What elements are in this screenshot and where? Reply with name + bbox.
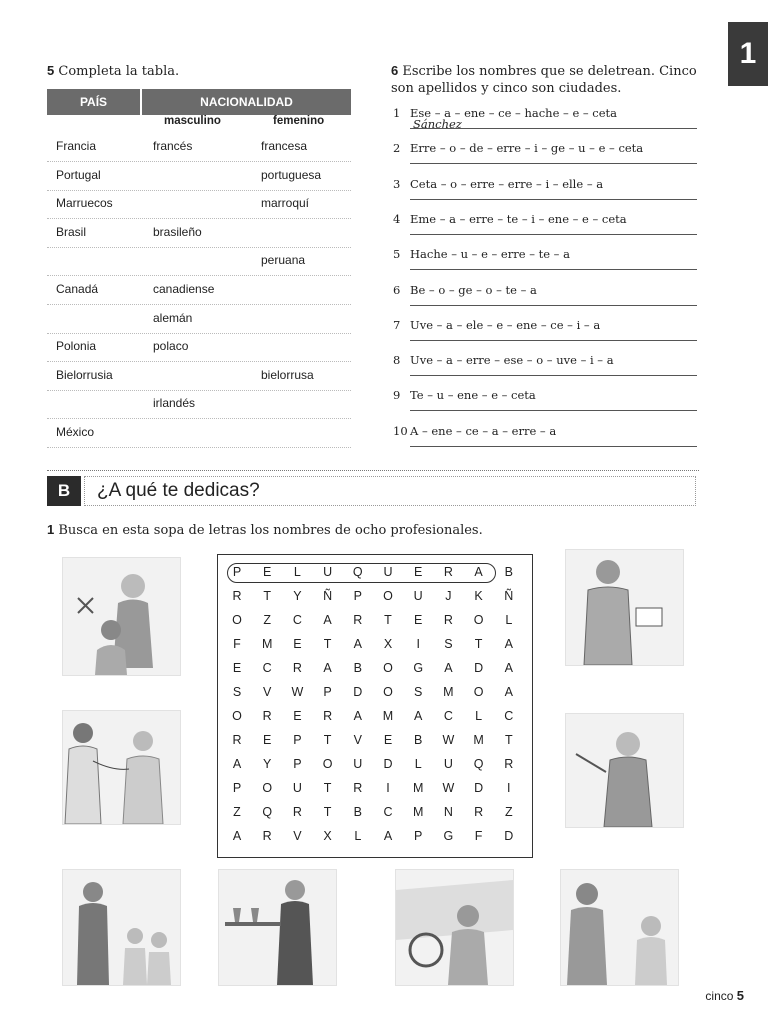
spelling-item	[393, 388, 697, 423]
grid-letter[interactable]: P	[353, 589, 362, 603]
spelled-word: Ese – a – ene – ce – hache – e – ceta	[410, 106, 618, 120]
grid-letter[interactable]: A	[444, 661, 453, 675]
answer-text: Sánchez	[413, 117, 462, 131]
grid-letter[interactable]: D	[353, 685, 363, 699]
spelled-word: Be – o – ge – o – te – a	[410, 282, 537, 297]
grid-letter[interactable]: T	[323, 805, 332, 819]
spelled-word: Uve – a – erre – ese – o – uve – i – a	[410, 353, 614, 368]
grid-letter[interactable]: A	[232, 829, 242, 843]
answer-line[interactable]	[410, 234, 697, 235]
grid-letter[interactable]: O	[383, 589, 393, 603]
exercise-number: 5	[47, 63, 55, 78]
grid-letter[interactable]: V	[263, 685, 272, 699]
grid-letter[interactable]: C	[292, 613, 302, 627]
exercise-instruction: Escribe los nombres que se deletrean. Cinco son apellidos y cinco son ciudades.	[391, 64, 697, 96]
grid-letter[interactable]: Q	[473, 757, 484, 771]
grid-letter[interactable]: R	[232, 589, 242, 603]
masculine-cell: polaco	[153, 339, 189, 354]
grid-letter[interactable]: P	[232, 565, 242, 579]
grid-letter[interactable]: P	[232, 781, 242, 795]
grid-letter[interactable]: U	[323, 565, 333, 579]
postman-illustration	[565, 549, 684, 666]
grid-letter[interactable]: T	[384, 613, 392, 627]
grid-letter[interactable]: T	[263, 589, 271, 603]
table-row	[47, 133, 351, 162]
grid-letter[interactable]: U	[353, 757, 363, 771]
grid-letter[interactable]: O	[383, 661, 393, 675]
item-number: 10	[393, 423, 408, 438]
spelled-word: Ceta – o – erre – erre – i – elle – a	[410, 176, 604, 191]
grid-letter[interactable]: M	[443, 685, 454, 699]
answer-line[interactable]	[410, 269, 697, 270]
country-cell: Polonia	[56, 339, 97, 354]
country-cell: México	[56, 425, 95, 439]
grid-letter[interactable]: M	[412, 781, 424, 795]
grid-letter[interactable]: P	[323, 685, 332, 699]
grid-letter[interactable]: O	[232, 709, 242, 723]
grid-letter[interactable]: R	[232, 733, 242, 747]
grid-letter[interactable]: B	[353, 661, 362, 675]
grid-letter[interactable]: O	[262, 781, 273, 795]
spelling-item	[393, 283, 697, 318]
exercise-instruction: Completa la tabla.	[58, 64, 180, 79]
country-cell: Francia	[56, 139, 97, 153]
grid-letter[interactable]: E	[263, 733, 272, 747]
table-row	[47, 190, 351, 219]
grid-letter[interactable]: G	[413, 661, 424, 675]
grid-letter[interactable]: P	[293, 733, 302, 747]
grid-letter[interactable]: Ñ	[504, 589, 514, 603]
grid-letter[interactable]: P	[293, 757, 302, 771]
grid-letter[interactable]: W	[291, 685, 304, 699]
grid-letter[interactable]: D	[383, 757, 393, 771]
item-number: 4	[393, 211, 401, 226]
feminine-cell: bielorrusa	[261, 367, 314, 382]
grid-letter[interactable]: X	[323, 829, 332, 843]
exercise-number: 1	[47, 522, 55, 537]
spelling-item	[393, 247, 697, 282]
grid-letter[interactable]: U	[292, 781, 302, 795]
grid-letter[interactable]: O	[473, 613, 484, 627]
exercise-number: 6	[391, 63, 399, 78]
feminine-cell: marroquí	[261, 196, 310, 211]
spelled-word: Uve – a – ele – e – ene – ce – i – a	[410, 317, 601, 332]
spelled-word: Eme – a – erre – te – i – ene – e – ceta	[410, 211, 627, 226]
grid-letter[interactable]: T	[504, 733, 513, 747]
taxi-driver-illustration	[395, 869, 514, 986]
spelling-item	[393, 141, 697, 176]
grid-letter[interactable]: E	[383, 733, 393, 747]
grid-letter[interactable]: A	[353, 709, 362, 723]
item-number: 3	[393, 176, 401, 191]
grid-letter[interactable]: C	[262, 661, 272, 675]
item-number: 9	[393, 388, 401, 403]
grid-letter[interactable]: A	[504, 661, 513, 675]
masculine-cell: brasileño	[153, 224, 202, 239]
actor-illustration	[565, 713, 684, 828]
grid-letter[interactable]: R	[443, 565, 453, 579]
grid-letter[interactable]: A	[504, 637, 513, 651]
grid-letter[interactable]: A	[474, 565, 483, 579]
grid-letter[interactable]: U	[443, 757, 453, 771]
grid-letter[interactable]: M	[412, 805, 424, 819]
table-row	[47, 276, 351, 305]
spelling-item	[393, 353, 697, 388]
page-number: 5	[736, 988, 744, 1003]
grid-letter[interactable]: L	[475, 709, 483, 723]
grid-letter[interactable]: R	[353, 781, 363, 795]
grid-letter[interactable]: A	[323, 613, 332, 627]
grid-letter[interactable]: B	[504, 565, 513, 579]
grid-letter[interactable]: E	[293, 637, 302, 651]
section-divider	[47, 470, 699, 471]
grid-letter[interactable]: L	[354, 829, 362, 843]
grid-letter[interactable]: O	[232, 613, 242, 627]
table-row	[47, 247, 351, 276]
grid-letter[interactable]: R	[262, 709, 272, 723]
grid-letter[interactable]: J	[445, 589, 452, 603]
grid-letter[interactable]: L	[414, 757, 422, 771]
item-number: 1	[393, 106, 401, 120]
grid-letter[interactable]: L	[293, 565, 301, 579]
grid-letter[interactable]: G	[443, 829, 454, 843]
table-row	[47, 390, 351, 419]
grid-letter[interactable]: U	[383, 565, 393, 579]
section-title: ¿A qué te dedicas?	[97, 480, 260, 501]
page-word: cinco	[705, 989, 734, 1003]
grid-letter[interactable]: A	[353, 637, 362, 651]
grid-letter[interactable]: M	[473, 733, 484, 747]
feminine-cell: peruana	[261, 253, 306, 268]
masculine-cell: alemán	[153, 310, 193, 325]
exercise-6-title	[391, 62, 701, 97]
spelled-word: Erre – o – de – erre – i – ge – u – e – ceta	[410, 141, 644, 156]
header-country: PAÍS	[47, 89, 140, 115]
waitress-illustration	[218, 869, 337, 986]
grid-letter[interactable]: V	[353, 733, 362, 747]
grid-letter[interactable]: W	[442, 781, 455, 795]
grid-letter[interactable]: X	[383, 637, 393, 651]
grid-letter[interactable]: R	[353, 613, 363, 627]
answer-line[interactable]	[410, 375, 697, 376]
country-cell: Marruecos	[56, 196, 113, 211]
table-row	[47, 219, 351, 248]
doctor-illustration	[62, 710, 181, 825]
grid-letter[interactable]: W	[442, 733, 455, 747]
grid-letter[interactable]: P	[414, 829, 423, 843]
grid-letter[interactable]: T	[323, 781, 332, 795]
item-number: 7	[393, 317, 401, 332]
grid-letter[interactable]: O	[322, 757, 333, 771]
table-row	[47, 162, 351, 191]
grid-letter[interactable]: T	[474, 637, 483, 651]
masculine-cell: canadiense	[153, 282, 215, 296]
table-row	[47, 333, 351, 362]
grid-letter[interactable]: I	[416, 637, 420, 651]
grid-letter[interactable]: R	[292, 661, 302, 675]
answer-line[interactable]	[410, 340, 697, 341]
grid-letter[interactable]: D	[474, 661, 484, 675]
grid-letter[interactable]: R	[504, 757, 514, 771]
spelling-item	[393, 424, 697, 459]
country-cell: Bielorrusia	[56, 367, 113, 382]
word-circle	[227, 563, 496, 583]
grid-letter[interactable]: A	[414, 709, 423, 723]
exercise-b1-title	[47, 522, 483, 538]
grid-letter[interactable]: Q	[262, 805, 273, 819]
unit-tab: 1	[728, 22, 768, 86]
header-nationality: NACIONALIDAD	[142, 89, 351, 115]
masculine-cell: francés	[153, 139, 193, 153]
grid-letter[interactable]: F	[474, 829, 483, 843]
answer-line[interactable]	[410, 410, 697, 411]
grid-letter[interactable]: E	[414, 565, 423, 579]
spelling-item	[393, 177, 697, 212]
answer-line[interactable]	[410, 305, 697, 306]
word-search-grid	[217, 554, 533, 858]
header-feminine: femenino	[273, 115, 325, 127]
grid-letter[interactable]: C	[504, 709, 514, 723]
hairdresser-illustration	[62, 557, 181, 676]
country-cell: Portugal	[56, 167, 101, 182]
spelled-word: Hache – u – e – erre – te – a	[410, 247, 570, 262]
grid-letter[interactable]: N	[443, 805, 453, 819]
grid-letter[interactable]: Ñ	[323, 589, 333, 603]
grid-letter[interactable]: R	[292, 805, 302, 819]
grid-letter[interactable]: Y	[293, 589, 302, 603]
exercise-instruction: Busca en esta sopa de letras los nombres de ocho profesionales.	[58, 523, 483, 538]
grid-letter[interactable]: R	[323, 709, 333, 723]
grid-letter[interactable]: R	[262, 829, 272, 843]
item-number: 2	[393, 141, 401, 156]
grid-letter[interactable]: S	[232, 685, 242, 699]
grid-letter[interactable]: Z	[233, 805, 241, 819]
grid-letter[interactable]: E	[293, 709, 302, 723]
grid-letter[interactable]: Z	[504, 805, 513, 819]
grid-letter[interactable]: Z	[263, 613, 271, 627]
item-number: 5	[393, 247, 401, 262]
grid-letter[interactable]: A	[323, 661, 332, 675]
grid-letter[interactable]: Y	[263, 757, 272, 771]
grid-letter[interactable]: T	[323, 637, 332, 651]
spelled-word: Te – u – ene – e – ceta	[410, 388, 536, 403]
spelling-item	[393, 106, 697, 141]
grid-letter[interactable]: R	[474, 805, 484, 819]
grid-letter[interactable]: I	[386, 781, 390, 795]
grid-letter[interactable]: D	[474, 781, 484, 795]
grid-letter[interactable]: Q	[352, 565, 363, 579]
grid-letter[interactable]: D	[504, 829, 514, 843]
grid-letter[interactable]: V	[293, 829, 302, 843]
table-header	[47, 89, 351, 133]
country-cell: Canadá	[56, 282, 99, 296]
grid-letter[interactable]: C	[383, 805, 393, 819]
grid-letter[interactable]: I	[507, 781, 511, 795]
grid-letter[interactable]: R	[443, 613, 453, 627]
table-row	[47, 419, 351, 448]
table-row	[47, 305, 351, 334]
grid-letter[interactable]: B	[353, 805, 362, 819]
country-cell: Brasil	[56, 224, 87, 239]
spelling-item	[393, 212, 697, 247]
answer-line[interactable]	[410, 128, 697, 129]
grid-letter[interactable]: S	[414, 685, 423, 699]
grid-letter[interactable]: O	[383, 685, 393, 699]
grid-letter[interactable]: C	[443, 709, 453, 723]
answer-line[interactable]	[410, 446, 697, 447]
grid-letter[interactable]: E	[232, 661, 242, 675]
grid-letter[interactable]: S	[444, 637, 453, 651]
spelled-word: A – ene – ce – a – erre – a	[410, 423, 557, 438]
exercise-5-title	[47, 63, 179, 79]
guide-illustration	[560, 869, 679, 986]
item-number: 6	[393, 282, 401, 297]
spelling-item	[393, 318, 697, 353]
answer-line[interactable]	[410, 163, 697, 164]
header-masculine: masculino	[164, 115, 221, 127]
feminine-cell: francesa	[261, 139, 308, 153]
teacher-illustration	[62, 869, 181, 986]
grid-letter[interactable]: T	[323, 733, 332, 747]
masculine-cell: irlandés	[153, 396, 196, 411]
grid-letter[interactable]: M	[382, 709, 394, 723]
feminine-cell: portuguesa	[261, 167, 322, 182]
grid-letter[interactable]: A	[232, 757, 242, 771]
grid-letter[interactable]: E	[263, 565, 272, 579]
table-row	[47, 362, 351, 391]
item-number: 8	[393, 353, 401, 368]
grid-letter[interactable]: M	[261, 637, 273, 651]
section-badge: B	[47, 476, 81, 506]
grid-letter[interactable]: F	[233, 637, 241, 651]
grid-letter[interactable]: A	[383, 829, 393, 843]
page-footer	[705, 988, 744, 1003]
grid-letter[interactable]: U	[413, 589, 423, 603]
grid-letter[interactable]: L	[505, 613, 513, 627]
grid-letter[interactable]: E	[414, 613, 423, 627]
grid-letter[interactable]: K	[474, 589, 483, 603]
grid-letter[interactable]: B	[414, 733, 423, 747]
answer-line[interactable]	[410, 199, 697, 200]
grid-letter[interactable]: A	[504, 685, 513, 699]
grid-letter[interactable]: O	[473, 685, 484, 699]
